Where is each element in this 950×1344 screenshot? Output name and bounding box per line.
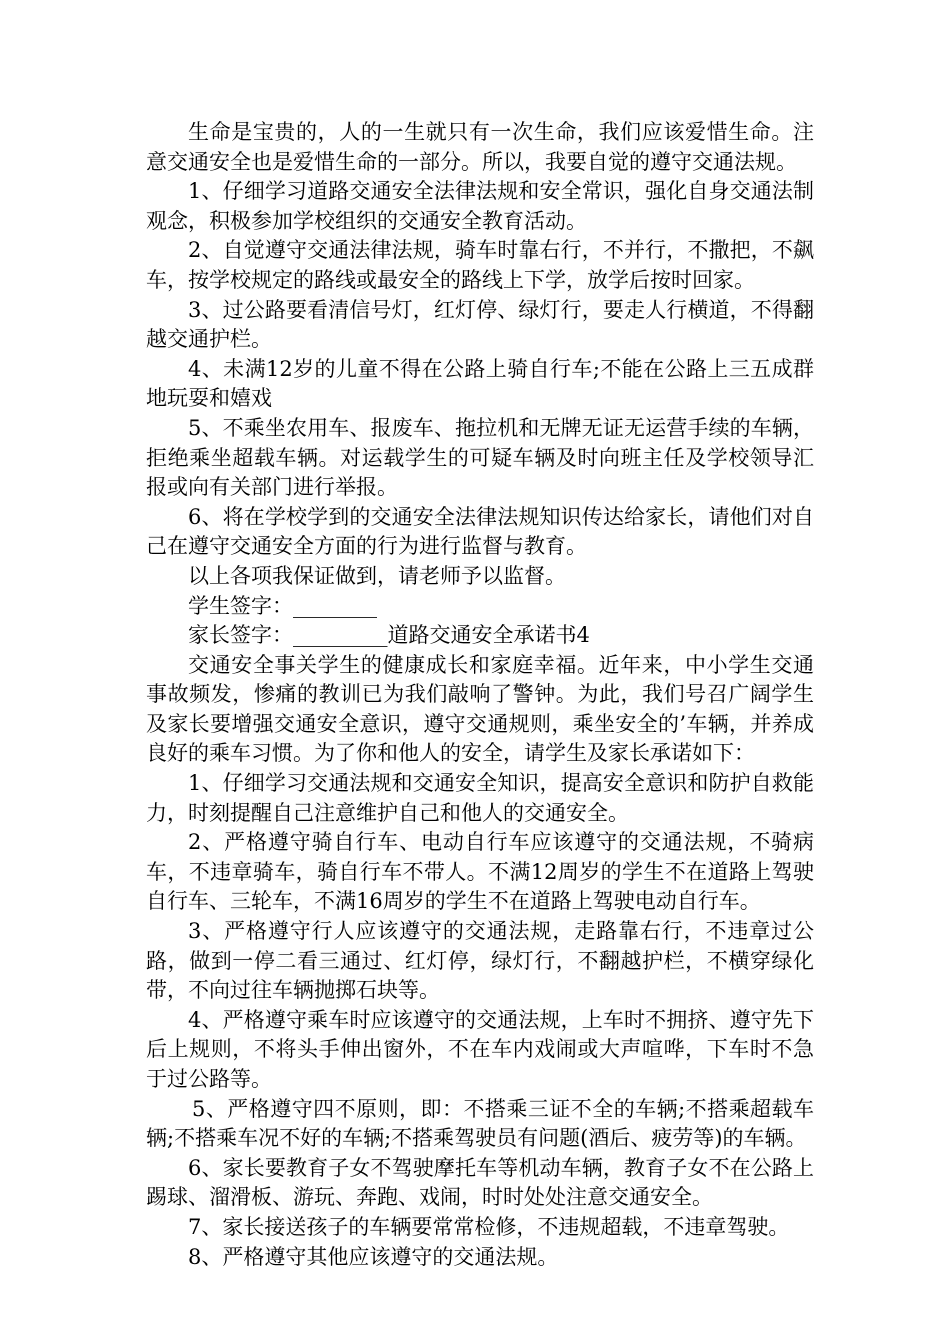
pledge-item-6: 6、将在学校学到的交通安全法律法规知识传达给家长，请他们对自己在遵守交通安全方面的行为进行监督与教育。 xyxy=(146,504,814,559)
student-signature-line: 学生签字：________ xyxy=(188,593,377,618)
guarantee-statement: 以上各项我保证做到，请老师予以监督。 xyxy=(188,563,566,588)
parent-signature-line: 家长签字：_________道路交通安全承诺书4 xyxy=(188,623,590,648)
second-pledge-item-8: 8、严格遵守其他应该遵守的交通法规。 xyxy=(188,1244,559,1269)
intro-paragraph: 生命是宝贵的，人的一生就只有一次生命，我们应该爱惜生命。注意交通安全也是爱惜生命的一部分。所以，我要自觉的遵守交通法规。 xyxy=(146,120,814,174)
pledge-item-2: 2、自觉遵守交通法律法规，骑车时靠右行，不并行，不撒把，不飙车，按学校规定的路线或最安全的路线上下学，放学后按时回家。 xyxy=(146,238,814,292)
second-pledge-item-3: 3、严格遵守行人应该遵守的交通法规，走路靠右行，不违章过公路，做到一停二看三通过、红灯停，绿灯行，不翻越护栏，不横穿绿化带，不向过往车辆抛掷石块等。 xyxy=(146,919,814,1003)
second-pledge-item-6: 6、家长要教育子女不驾驶摩托车等机动车辆，教育子女不在公路上踢球、溜滑板、游玩、奔跑、戏闹，时时处处注意交通安全。 xyxy=(146,1155,814,1210)
pledge-item-3: 3、过公路要看清信号灯，红灯停、绿灯行，要走人行横道，不得翻越交通护栏。 xyxy=(146,297,814,352)
second-intro-paragraph: 交通安全事关学生的健康成长和家庭幸福。近年来，中小学生交通事故频发，惨痛的教训已为我们敲响了警钟。为此，我们号召广阔学生及家长要增强交通安全意识，遵守交通规则，乘坐安全的’车辆，并养成良好的乘车习惯。为了你和他人的安全，请学生及家长承诺如下： xyxy=(146,652,814,766)
second-pledge-item-1: 1、仔细学习交通法规和交通安全知识，提高安全意识和防护自救能力，时刻提醒自己注意维护自己和他人的交通安全。 xyxy=(146,771,814,825)
second-pledge-item-5: 5、严格遵守四不原则，即：不搭乘三证不全的车辆;不搭乘超载车辆;不搭乘车况不好的车辆;不搭乘驾驶员有问题(酒后、疲劳等)的车辆。 xyxy=(146,1096,814,1151)
second-pledge-item-2: 2、严格遵守骑自行车、电动自行车应该遵守的交通法规，不骑病车，不违章骑车，骑自行车不带人。不满12周岁的学生不在道路上驾驶自行车、三轮车，不满16周岁的学生不在道路上驾驶电动自行车。 xyxy=(146,830,814,914)
pledge-item-4: 4、未满12岁的儿童不得在公路上骑自行车;不能在公路上三五成群地玩耍和嬉戏 xyxy=(146,356,814,411)
document-body xyxy=(146,118,814,1272)
second-pledge-item-4: 4、严格遵守乘车时应该遵守的交通法规，上车时不拥挤、遵守先下后上规则，不将头手伸出窗外，不在车内戏闹或大声喧哗，下车时不急于过公路等。 xyxy=(146,1007,814,1091)
pledge-item-1: 1、仔细学习道路交通安全法律法规和安全常识，强化自身交通法制观念，积极参加学校组织的交通安全教育活动。 xyxy=(146,179,814,233)
second-pledge-item-7: 7、家长接送孩子的车辆要常常检修，不违规超载，不违章驾驶。 xyxy=(188,1214,790,1239)
pledge-item-5: 5、不乘坐农用车、报废车、拖拉机和无牌无证无运营手续的车辆，拒绝乘坐超载车辆。对运载学生的可疑车辆及时向班主任及学校领导汇报或向有关部门进行举报。 xyxy=(146,415,814,500)
